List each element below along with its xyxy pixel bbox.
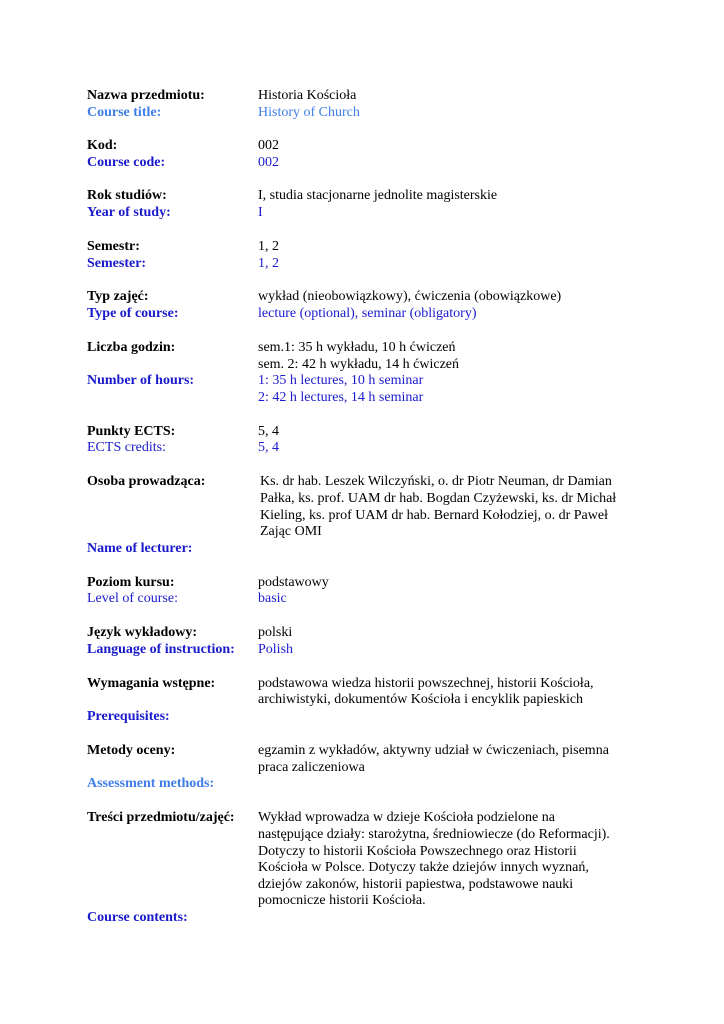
assessment-label-pl: Metody oceny:	[87, 743, 176, 758]
course-title-value-pl: Historia Kościoła	[258, 88, 357, 103]
contents-line-3: Dotyczy to historii Kościoła Powszechnego oraz Historii	[258, 844, 577, 859]
prerequisites-line-1: podstawowa wiedza historii powszechnej, historii Kościoła,	[258, 676, 594, 691]
level-value-en: basic	[258, 591, 287, 606]
course-code-value-pl: 002	[258, 138, 279, 153]
ects-label-pl: Punkty ECTS:	[87, 424, 176, 439]
type-label-en: Type of course:	[87, 306, 179, 321]
year-value-en: I	[258, 205, 263, 220]
prerequisites-label-en: Prerequisites:	[87, 709, 170, 724]
semester-value-en: 1, 2	[258, 256, 279, 271]
course-code-label-pl: Kod:	[87, 138, 118, 153]
type-value-en: lecture (optional), seminar (obligatory)	[258, 306, 477, 321]
hours-value-en-2: 2: 42 h lectures, 14 h seminar	[258, 390, 424, 405]
contents-line-2: następujące działy: starożytna, średniowiecze (do Reformacji).	[258, 827, 610, 842]
contents-line-6: pomocnicze historii Kościoła.	[258, 893, 426, 908]
hours-value-pl-1: sem.1: 35 h wykładu, 10 h ćwiczeń	[258, 340, 456, 355]
language-value-en: Polish	[258, 642, 294, 657]
hours-value-en-1: 1: 35 h lectures, 10 h seminar	[258, 373, 424, 388]
lecturer-line-4: Zając OMI	[260, 524, 322, 539]
language-value-pl: polski	[258, 625, 293, 640]
ects-value-pl: 5, 4	[258, 424, 279, 439]
course-code-label-en: Course code:	[87, 155, 166, 170]
hours-value-pl-2: sem. 2: 42 h wykładu, 14 h ćwiczeń	[258, 357, 460, 372]
course-title-value-en: History of Church	[258, 105, 360, 120]
level-value-pl: podstawowy	[258, 575, 329, 590]
lecturer-line-3: Kieling, ks. prof UAM dr hab. Bernard Kołodziej, o. dr Paweł	[260, 508, 608, 523]
level-label-en: Level of course:	[87, 591, 178, 606]
course-title-label-pl: Nazwa przedmiotu:	[87, 88, 205, 103]
level-label-pl: Poziom kursu:	[87, 575, 175, 590]
contents-line-5: dziejów zakonów, historii papiestwa, podstawowe nauki	[258, 877, 574, 892]
assessment-line-1: egzamin z wykładów, aktywny udział w ćwiczeniach, pisemna	[258, 743, 609, 758]
contents-label-en: Course contents:	[87, 910, 188, 925]
type-value-pl: wykład (nieobowiązkowy), ćwiczenia (obowiązkowe)	[258, 289, 562, 304]
prerequisites-line-2: archiwistyki, dokumentów Kościoła i encyklik papieskich	[258, 692, 584, 707]
assessment-label-en: Assessment methods:	[87, 776, 215, 791]
year-label-pl: Rok studiów:	[87, 188, 167, 203]
contents-line-1: Wykład wprowadza w dzieje Kościoła podzielone na	[258, 810, 555, 825]
assessment-line-2: praca zaliczeniowa	[258, 760, 365, 775]
semester-label-en: Semester:	[87, 256, 147, 271]
language-label-en: Language of instruction:	[87, 642, 235, 657]
lecturer-line-2: Pałka, ks. prof. UAM dr hab. Bogdan Czyżewski, ks. dr Michał	[260, 491, 617, 506]
year-value-pl: I, studia stacjonarne jednolite magisterskie	[258, 188, 498, 203]
year-label-en: Year of study:	[87, 205, 171, 220]
ects-label-en: ECTS credits:	[87, 440, 166, 455]
contents-label-pl: Treści przedmiotu/zajęć:	[87, 810, 235, 825]
hours-label-en: Number of hours:	[87, 373, 195, 388]
type-label-pl: Typ zajęć:	[87, 289, 149, 304]
course-code-value-en: 002	[258, 155, 279, 170]
semester-label-pl: Semestr:	[87, 239, 140, 254]
language-label-pl: Język wykładowy:	[87, 625, 198, 640]
prerequisites-label-pl: Wymagania wstępne:	[87, 676, 216, 691]
semester-value-pl: 1, 2	[258, 239, 279, 254]
lecturer-label-en: Name of lecturer:	[87, 541, 193, 556]
contents-line-4: Kościoła w Polsce. Dotyczy także dziejów innych wyznań,	[258, 860, 589, 875]
ects-value-en: 5, 4	[258, 440, 279, 455]
lecturer-label-pl: Osoba prowadząca:	[87, 474, 206, 489]
course-title-label-en: Course title:	[87, 105, 162, 120]
lecturer-line-1: Ks. dr hab. Leszek Wilczyński, o. dr Piotr Neuman, dr Damian	[260, 474, 612, 489]
hours-label-pl: Liczba godzin:	[87, 340, 176, 355]
